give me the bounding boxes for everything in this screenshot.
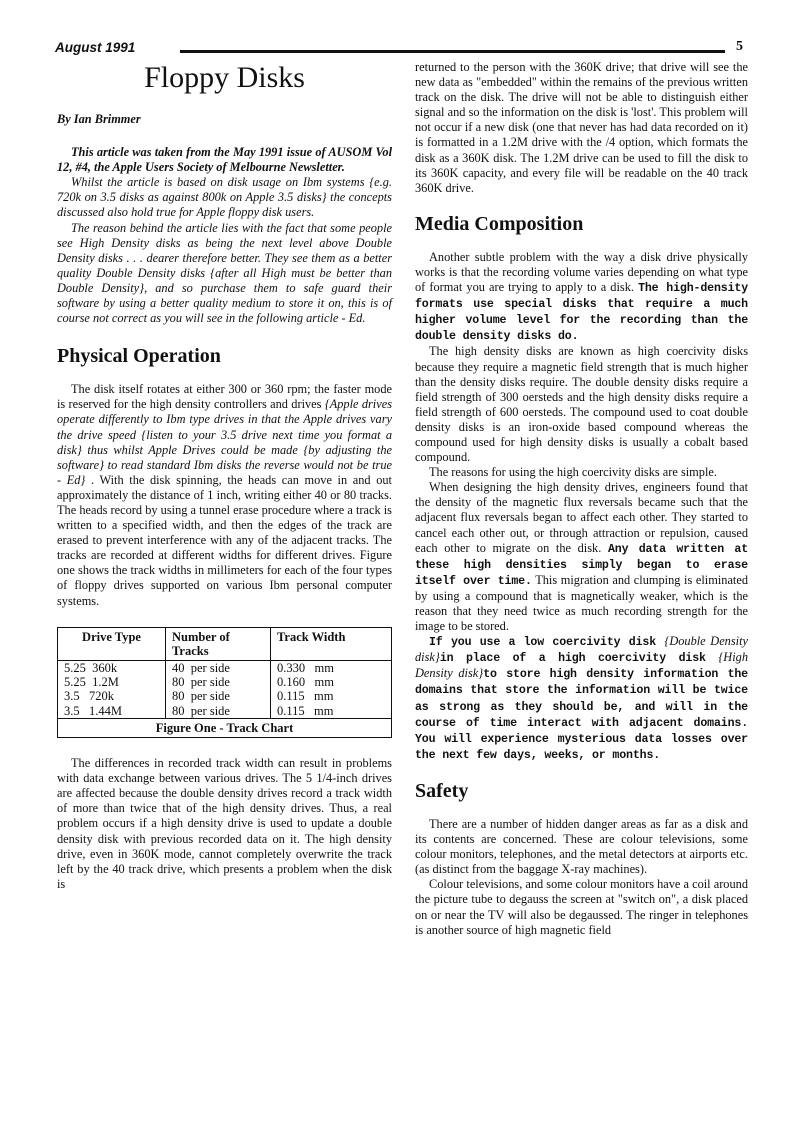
heading-physical-operation: Physical Operation (57, 345, 221, 368)
cell-number-of-tracks: 80 per side (166, 704, 271, 719)
editor-note-reason: The reason behind the article lies with the fact that some people see High Density disks as being the next level above Double Density disks . . . dearer therefore better. They see them as a better quality Double Density disks {after all High must be better than Double Density}, and so purchase them to safe guard their software by using a better quality medium to store it on, this is of course not correct as you will see in the following article - Ed. (57, 220, 392, 326)
byline: By Ian Brimmer (57, 112, 141, 126)
track-width-problems-paragraph: The differences in recorded track width can result in problems with data exchange between various drives. The 5 1/4-inch drives are affected because the double density drives record a track width of more than twice that of the high density drives. Thus, a real problem occurs if a high density drive is used to update a double density disk with previous recorded data on it. The high density drive, even in 360K mode, cannot completely overwrite the track left by the 40 track drive, which presents a problem when the disk is (57, 756, 392, 891)
media-paragraph-5 (415, 634, 748, 763)
header-rule (180, 50, 725, 53)
media-text-4a: When designing the high density drives, engineers found that the density of the magnetic flux reversals became such that the adjacent flux reversals began to affect each other. They started to cancel each other out, or through attraction or repulsion, caused each other to migrate on the disk. (415, 480, 748, 555)
safety-paragraph-1: There are a number of hidden danger areas as far as a disk and its contents are concerned. These are colour televisions, some colour monitors, telephones, and the metal detectors at airports etc. (as distinct from the baggage X-ray machines). (415, 816, 748, 877)
cell-number-of-tracks: 80 per side (166, 689, 271, 703)
media-aside-double-density: {Double Density disk} (415, 634, 748, 665)
heading-safety: Safety (415, 779, 469, 802)
page-header (55, 40, 745, 62)
cell-track-width: 0.330 mm (271, 661, 392, 676)
media-paragraph-4 (415, 480, 748, 634)
media-text-5a: If you use a low coercivity disk (429, 636, 665, 650)
cell-track-width: 0.115 mm (271, 689, 392, 703)
page-number: 5 (736, 39, 743, 54)
table-row (58, 661, 392, 676)
media-text-5c: in place of a high coercivity disk (439, 652, 719, 666)
col-header-number-of-tracks: Number of Tracks (166, 627, 271, 660)
media-text-a: Another subtle problem with the way a disk drive physically works is that the recording volume varies depending on what type of format you are trying to apply to a disk. (415, 249, 748, 295)
physical-editor-aside: {Apple drives operate differently to Ibm type drives in that the Apple drives vary the drive speed {listen to your 3.5 drive next time you format a disk} thus whilst Apple Drives could be made {by adjusting the software} to read standard Ibm disks the reverse would not be true - Ed} (57, 397, 392, 487)
editor-note-source: This article was taken from the May 1991 issue of AUSOM Vol 12, #4, the Apple Users Society of Melbourne Newsletter. (57, 145, 392, 175)
physical-text-a: The disk itself rotates at either 300 or 360 rpm; the faster mode is reserved for the high density controllers and drives (57, 382, 392, 412)
table-row (58, 704, 392, 719)
media-aside-high-density: {High Density disk} (415, 650, 748, 681)
editor-note-scope: Whilst the article is based on disk usage on Ibm systems {e.g. 720k on 3.5 disks as against 800k on Apple 3.5 disks} the concepts discussed also hold true for Apple floppy disk users. (57, 175, 392, 220)
col-header-drive-type: Drive Type (58, 627, 166, 660)
heading-media-composition: Media Composition (415, 212, 584, 235)
cell-drive-type: 5.25 360k (58, 661, 166, 676)
table-header-row (58, 627, 392, 660)
cell-number-of-tracks: 40 per side (166, 661, 271, 676)
media-text-4c: This migration and clumping is eliminated by using a compound that is magnetically weaker, which is the reason that they need twice as much recording strength for the image to be stored. (415, 572, 748, 634)
safety-paragraph-2: Colour televisions, and some colour monitors have a coil around the picture tube to degauss the screen at "switch on", a disk placed on or near the TV will also be degaussed. The ringer in telephones is another source of high magnetic field (415, 877, 748, 937)
track-chart-table (57, 627, 392, 738)
left-column (57, 60, 392, 892)
table-row (58, 689, 392, 703)
cell-drive-type: 3.5 720k (58, 689, 166, 703)
physical-text-c: . With the disk spinning, the heads can move in and out approximately the distance of 1 inch, writing either 40 or 80 tracks. The heads record by using a tunnel erase procedure where a track is written to a specified width, and then the edges of the track are erased to prevent interference with any of the adjacent tracks. The tracks are recorded at different widths for different drives. Figure one shows the track widths in millimeters for each of the four types of floppy drives supported on various Ibm personal computer systems. (57, 472, 392, 608)
cell-track-width: 0.115 mm (271, 704, 392, 719)
cell-drive-type: 5.25 1.2M (58, 675, 166, 689)
issue-date: August 1991 (55, 40, 136, 55)
article-title: Floppy Disks (144, 61, 305, 94)
table-caption: Figure One - Track Chart (58, 718, 392, 737)
media-paragraph-2: The high density disks are known as high coercivity disks because they require a magnetic field strength that is much higher than the density disks require. The double density disks require a field strength of 300 oersteds and the high density disks require a field strength of 600 oersteds. The compound used to coat double density disks is an iron-oxide based compound whereas the compound used for high density disks is usually a cobalt based compound. (415, 344, 748, 465)
continued-paragraph: returned to the person with the 360K drive; that drive will see the new data as "embedded" within the remains of the previous written track on the disk. The drive will not be able to distinguish either signal and so the information on the disk is 'lost'. This problem will not occur if a new disk (one that never has had data recorded on it) is formatted in a 1.2M drive with the /4 option, which formats the disk as a 360K disk. The 1.2M drive can be used to fill the disk to its 360K capacity, and every file will be readable on the 40 track 360K drive. (415, 60, 748, 195)
physical-paragraph (57, 382, 392, 608)
cell-track-width: 0.160 mm (271, 675, 392, 689)
table-caption-row (58, 718, 392, 737)
media-paragraph-3: The reasons for using the high coercivity disks are simple. (429, 465, 717, 480)
right-column (415, 60, 748, 938)
media-emphasis-erase: Any data written at these high densities simply began to erase itself over time. (415, 542, 748, 588)
col-header-track-width: Track Width (271, 627, 392, 660)
media-text-5e: to store high density information the domains that store the information will be twice as strong as they should be, and will in the course of time interact with adjacent domains. You will experience mysterious data losses over the next few days, weeks, or months. (415, 668, 748, 762)
media-paragraph-1 (415, 250, 748, 345)
media-emphasis: The high-density formats use special disks that require a much higher volume level for the recording than the double density disks do. (415, 282, 748, 344)
cell-drive-type: 3.5 1.44M (58, 704, 166, 719)
table-row (58, 675, 392, 689)
cell-number-of-tracks: 80 per side (166, 675, 271, 689)
